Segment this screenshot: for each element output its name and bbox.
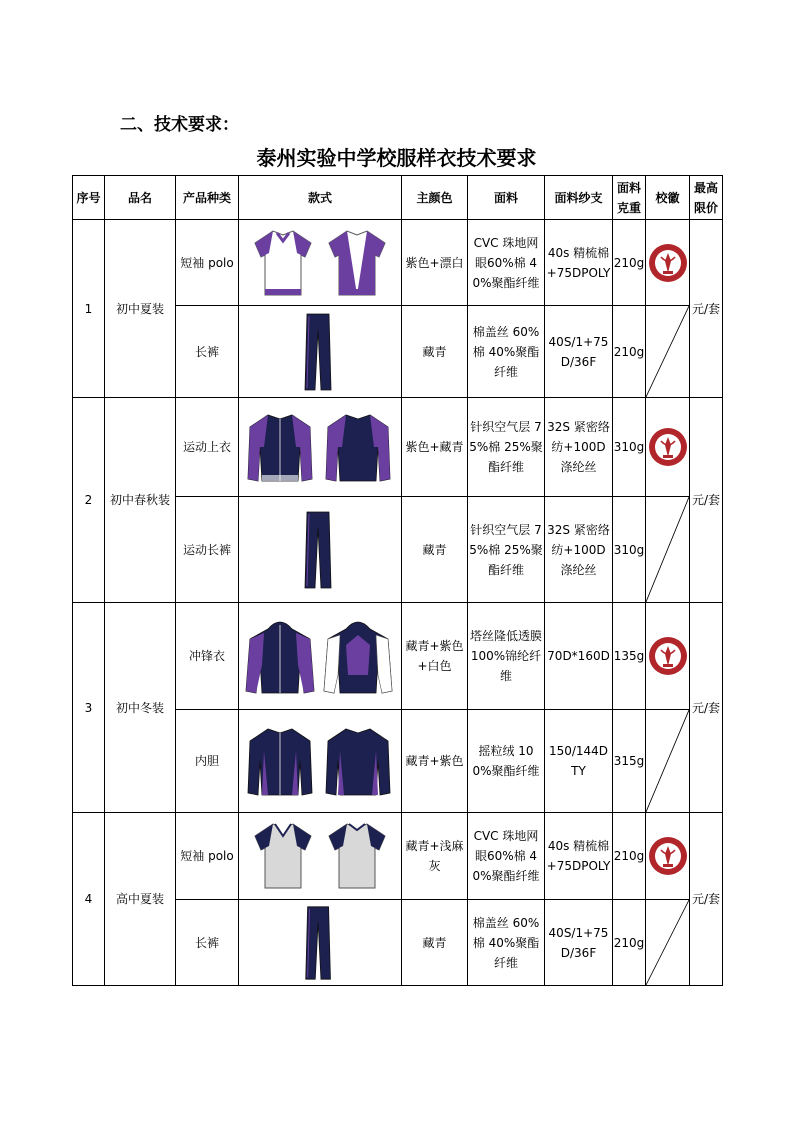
fleece-liner-sketch-icon <box>239 710 402 813</box>
purple-polo-shirt-sketch-icon <box>239 220 402 306</box>
row-price: 元/套 <box>690 603 723 813</box>
row-category: 内胆 <box>176 710 239 813</box>
row-fabric: 棉盖丝 60%棉 40%聚酯纤维 <box>468 306 545 398</box>
row-category: 运动上衣 <box>176 398 239 497</box>
row-category: 短袖 polo <box>176 220 239 306</box>
empty-badge-cell <box>646 306 690 398</box>
row-price: 元/套 <box>690 813 723 986</box>
row-weight: 210g <box>613 306 646 398</box>
row-no: 2 <box>73 398 105 603</box>
header-no: 序号 <box>73 176 105 220</box>
row-category: 短袖 polo <box>176 813 239 900</box>
hooded-windbreaker-sketch-icon <box>239 603 402 710</box>
row-color: 藏青+浅麻灰 <box>402 813 468 900</box>
row-color: 藏青+紫色 <box>402 710 468 813</box>
row-weight: 210g <box>613 900 646 986</box>
header-category: 产品种类 <box>176 176 239 220</box>
row-price: 元/套 <box>690 398 723 603</box>
row-name: 初中春秋装 <box>105 398 176 603</box>
table-row <box>73 398 723 497</box>
row-category: 冲锋衣 <box>176 603 239 710</box>
row-fabric: 棉盖丝 60%棉 40%聚酯纤维 <box>468 900 545 986</box>
empty-badge-cell <box>646 497 690 603</box>
document-title: 泰州实验中学校服样衣技术要求 <box>256 146 537 170</box>
row-fabric: CVC 珠地网眼60%棉 40%聚酯纤维 <box>468 220 545 306</box>
row-color: 藏青 <box>402 306 468 398</box>
row-weight: 135g <box>613 603 646 710</box>
header-color: 主颜色 <box>402 176 468 220</box>
row-color: 紫色+藏青 <box>402 398 468 497</box>
spec-table <box>72 175 723 986</box>
row-weight: 210g <box>613 220 646 306</box>
table-row <box>73 603 723 710</box>
row-category: 长裤 <box>176 306 239 398</box>
row-weight: 310g <box>613 497 646 603</box>
row-fabric: CVC 珠地网眼60%棉 40%聚酯纤维 <box>468 813 545 900</box>
row-name: 初中冬装 <box>105 603 176 813</box>
row-category: 运动长裤 <box>176 497 239 603</box>
header-row <box>73 176 723 220</box>
row-color: 藏青 <box>402 900 468 986</box>
row-category: 长裤 <box>176 900 239 986</box>
row-fabric: 摇粒绒 100%聚酯纤维 <box>468 710 545 813</box>
row-weight: 315g <box>613 710 646 813</box>
school-emblem-icon <box>646 813 690 900</box>
row-fabric: 塔丝隆低透膜 100%锦纶纤维 <box>468 603 545 710</box>
school-emblem-icon <box>646 220 690 306</box>
header-weight: 面料 克重 <box>613 176 646 220</box>
row-color: 藏青 <box>402 497 468 603</box>
header-style: 款式 <box>239 176 402 220</box>
row-yarn: 32S 紧密络纺+100D 涤纶丝 <box>545 398 613 497</box>
school-emblem-icon <box>646 603 690 710</box>
row-no: 4 <box>73 813 105 986</box>
row-no: 3 <box>73 603 105 813</box>
table-row <box>73 813 723 900</box>
row-yarn: 150/144DTY <box>545 710 613 813</box>
row-name: 高中夏装 <box>105 813 176 986</box>
row-fabric: 针织空气层 75%棉 25%聚酯纤维 <box>468 497 545 603</box>
header-name: 品名 <box>105 176 176 220</box>
school-emblem-icon <box>646 398 690 497</box>
row-color: 藏青+紫色+白色 <box>402 603 468 710</box>
navy-trousers-sketch-icon <box>239 306 402 398</box>
navy-trousers-sketch-icon <box>239 900 402 986</box>
row-yarn: 40S/1+75D/36F <box>545 306 613 398</box>
grey-polo-shirt-sketch-icon <box>239 813 402 900</box>
header-yarn: 面料纱支 <box>545 176 613 220</box>
table-row <box>73 220 723 306</box>
sports-jacket-sketch-icon <box>239 398 402 497</box>
row-color: 紫色+漂白 <box>402 220 468 306</box>
empty-badge-cell <box>646 710 690 813</box>
row-yarn: 40s 精梳棉+75DPOLY <box>545 813 613 900</box>
row-name: 初中夏装 <box>105 220 176 398</box>
empty-badge-cell <box>646 900 690 986</box>
header-fabric: 面料 <box>468 176 545 220</box>
section-heading: 二、技术要求： <box>120 115 239 135</box>
row-yarn: 40S/1+75D/36F <box>545 900 613 986</box>
row-yarn: 32S 紧密络纺+100D 涤纶丝 <box>545 497 613 603</box>
track-pants-sketch-icon <box>239 497 402 603</box>
row-fabric: 针织空气层 75%棉 25%聚酯纤维 <box>468 398 545 497</box>
header-badge: 校徽 <box>646 176 690 220</box>
row-weight: 310g <box>613 398 646 497</box>
row-yarn: 40s 精梳棉+75DPOLY <box>545 220 613 306</box>
header-price: 最高 限价 <box>690 176 723 220</box>
row-yarn: 70D*160D <box>545 603 613 710</box>
row-price: 元/套 <box>690 220 723 398</box>
row-no: 1 <box>73 220 105 398</box>
row-weight: 210g <box>613 813 646 900</box>
